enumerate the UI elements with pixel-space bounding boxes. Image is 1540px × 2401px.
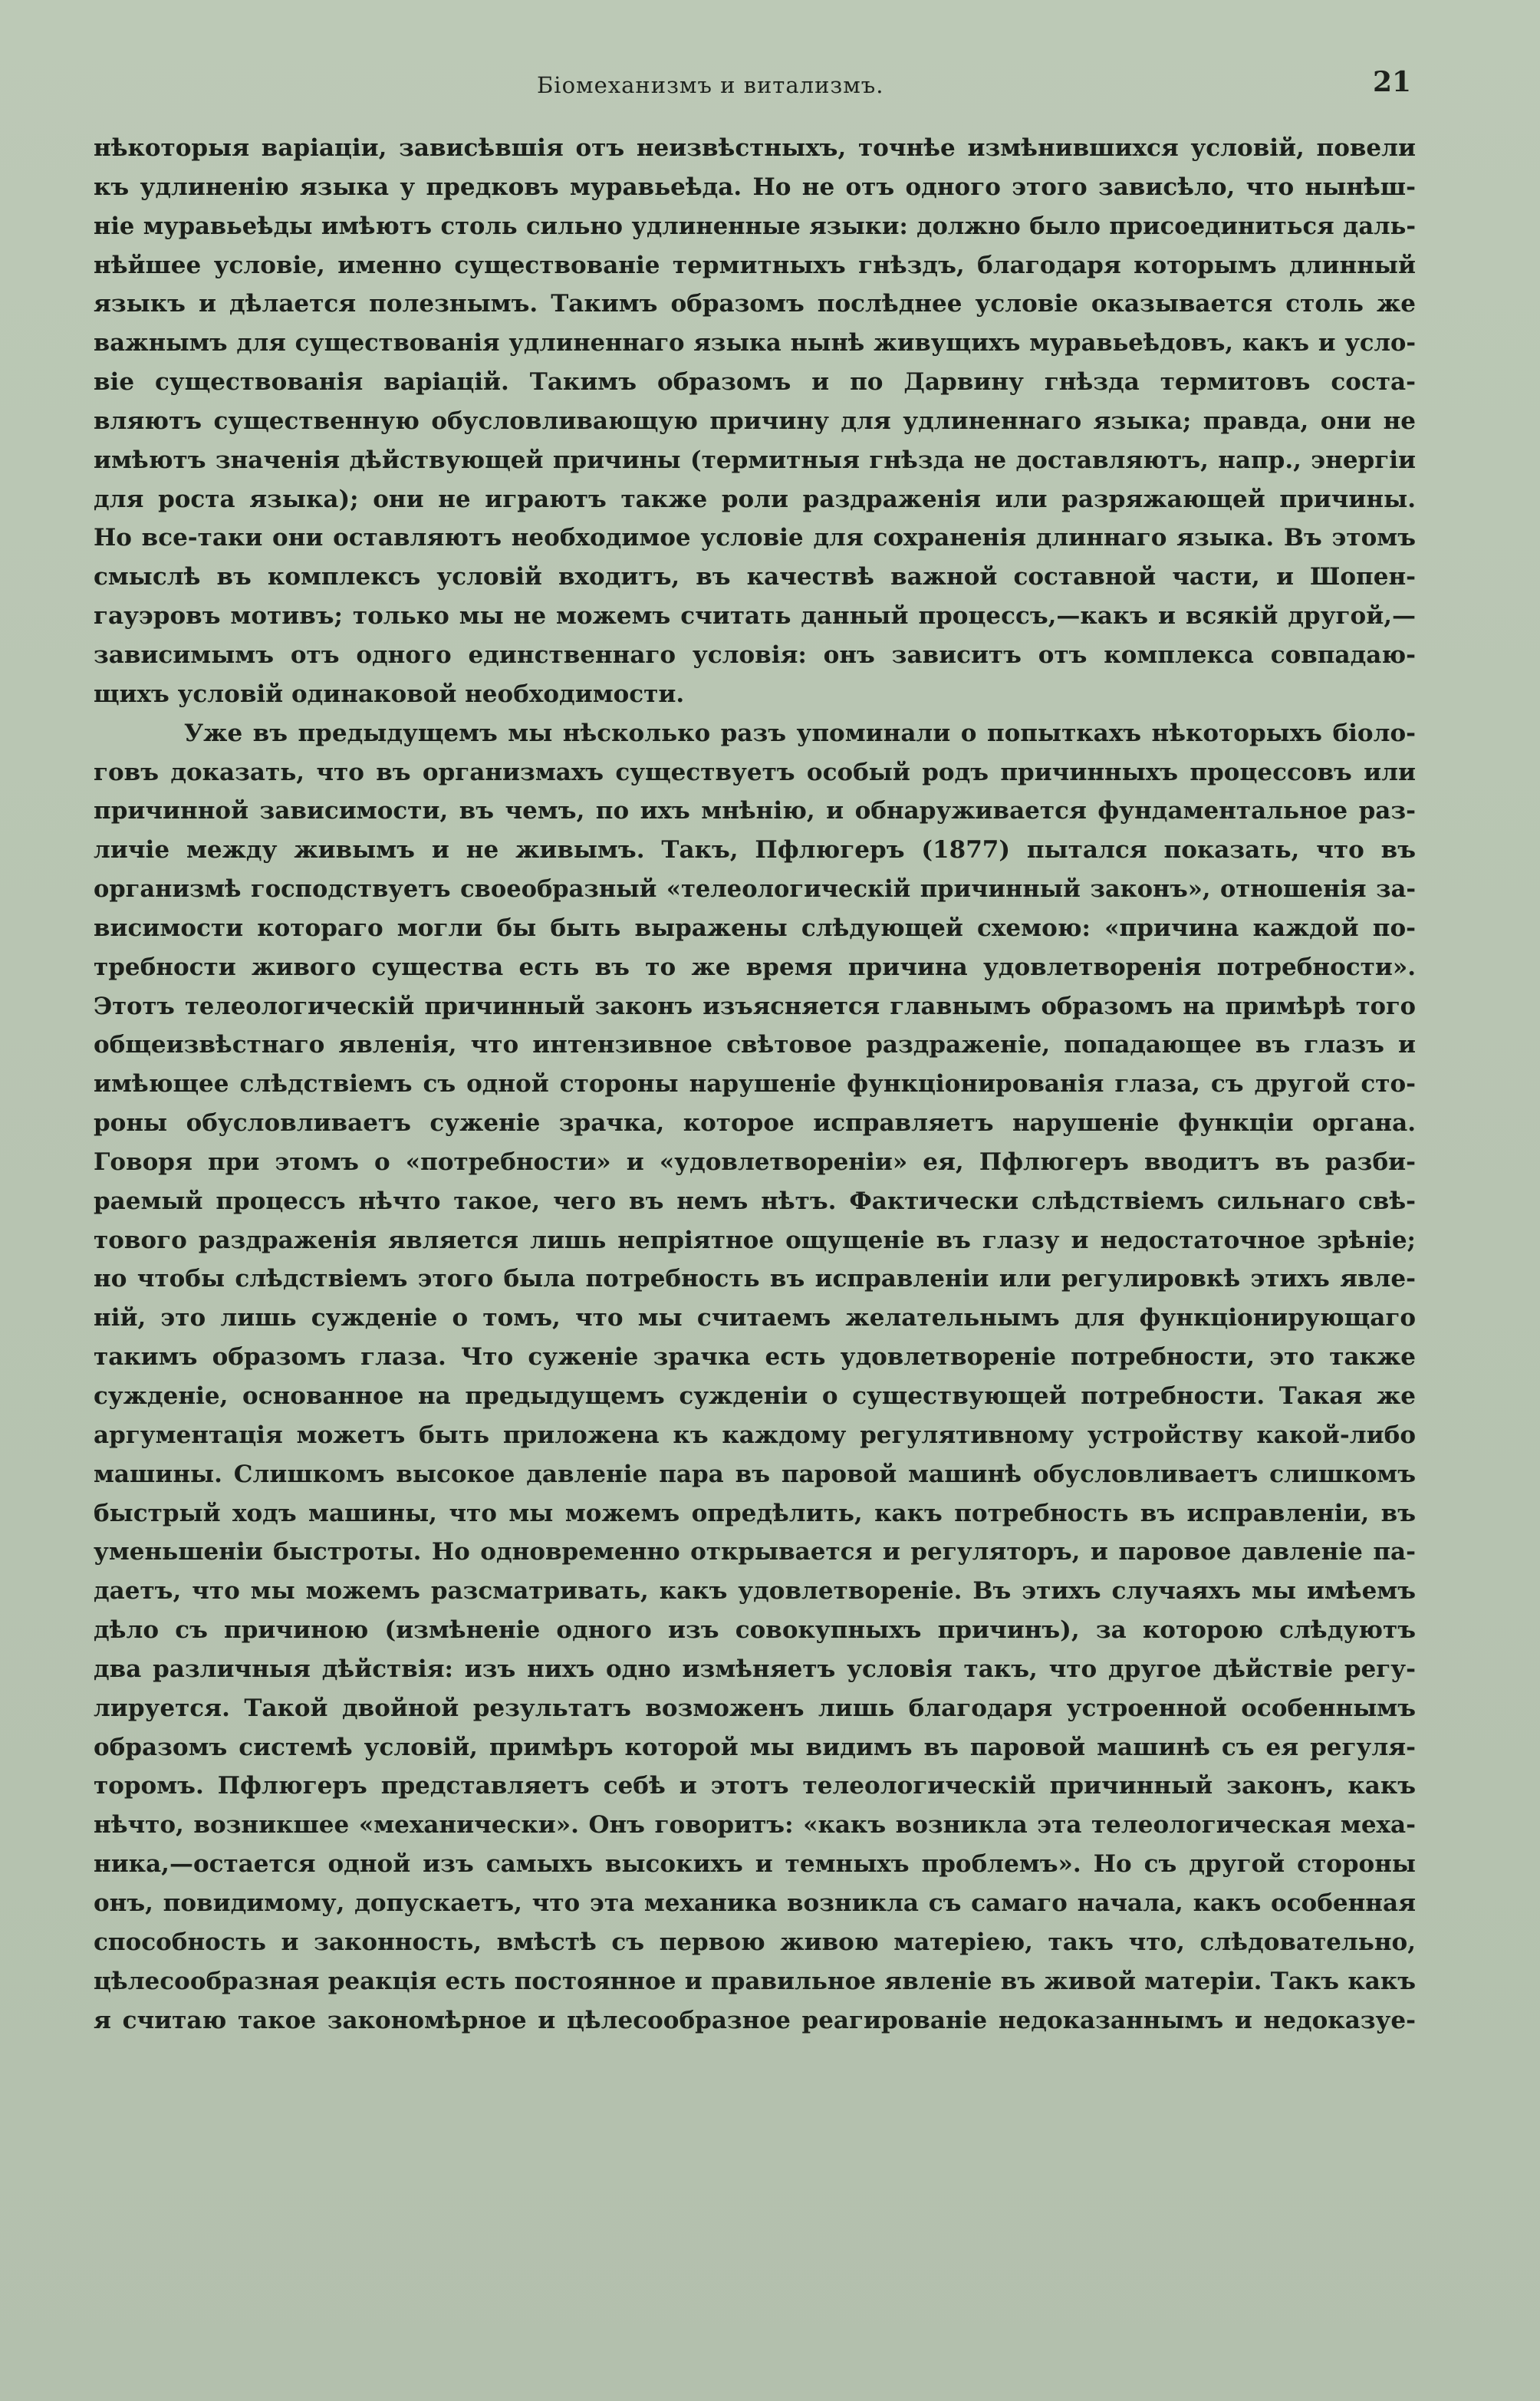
text-line: важнымъ для существованія удлиненнаго языка нынѣ живущихъ муравьеѣдовъ, какъ и усло- (94, 329, 1416, 357)
text-line: даетъ, что мы можемъ разсматривать, какъ удовлетвореніе. Въ этихъ случаяхъ мы имѣемъ (94, 1577, 1416, 1606)
text-line: ніе муравьеѣды имѣютъ столь сильно удлиненные языки: должно было присоединиться даль- (94, 212, 1416, 240)
text-line: говъ доказать, что въ организмахъ существуетъ особый родъ причинныхъ процессовъ или (94, 758, 1416, 786)
text-line: нѣкоторыя варіаціи, зависѣвшія отъ неизвѣстныхъ, точнѣе измѣнившихся условій, повели (94, 134, 1416, 162)
text-line: торомъ. Пфлюгеръ представляетъ себѣ и этотъ телеологическій причинный законъ, какъ (94, 1772, 1416, 1800)
text-line: но чтобы слѣдствіемъ этого была потребность въ исправленіи или регулировкѣ этихъ явле- (94, 1265, 1416, 1293)
running-title: Біомеханизмъ и витализмъ. (537, 72, 884, 98)
page-number: 21 (1373, 66, 1412, 98)
text-line: ника,—остается одной изъ самыхъ высокихъ и темныхъ проблемъ». Но съ другой стороны (94, 1850, 1416, 1879)
text-line: языкъ и дѣлается полезнымъ. Такимъ образомъ послѣднее условіе оказывается столь же (94, 290, 1416, 318)
text-line: Говоря при этомъ о «потребности» и «удовлетвореніи» ея, Пфлюгеръ вводитъ въ разби- (94, 1148, 1416, 1176)
paragraph-first-line: Уже въ предыдущемъ мы нѣсколько разъ упоминали о попыткахъ нѣкоторыхъ біоло- (184, 719, 1416, 747)
text-line: нѣйшее условіе, именно существованіе термитныхъ гнѣздъ, благодаря которымъ длинный (94, 251, 1416, 279)
text-line: гауэровъ мотивъ; только мы не можемъ считать данный процессъ,—какъ и всякій другой,— (94, 602, 1416, 631)
text-line: такимъ образомъ глаза. Что суженіе зрачка есть удовлетвореніе потребности, это также (94, 1343, 1416, 1372)
text-line: требности живого существа есть въ то же время причина удовлетворенія потребности». (94, 953, 1416, 981)
text-line: роны обусловливаетъ суженіе зрачка, которое исправляетъ нарушеніе функціи органа. (94, 1109, 1416, 1138)
text-line: вляютъ существенную обусловливающую причину для удлиненнаго языка; правда, они не (94, 407, 1416, 435)
text-line: имѣютъ значенія дѣйствующей причины (термитныя гнѣзда не доставляютъ, напр., энергіи (94, 446, 1416, 474)
text-line: я считаю такое закономѣрное и цѣлесообразное реагированіе недоказаннымъ и недоказуе- (94, 2006, 1416, 2034)
text-line: организмѣ господствуетъ своеобразный «телеологическій причинный законъ», отношенія за- (94, 875, 1416, 904)
text-line: способность и законность, вмѣстѣ съ первою живою матеріею, такъ что, слѣдовательно, (94, 1928, 1416, 1956)
text-line: висимости котораго могли бы быть выражены слѣдующей схемою: «причина каждой по- (94, 914, 1416, 942)
page-header (0, 66, 1540, 112)
text-line: причинной зависимости, въ чемъ, по ихъ мнѣнію, и обнаруживается фундаментальное раз- (94, 797, 1416, 825)
text-line: смыслѣ въ комплексъ условій входитъ, въ качествѣ важной составной части, и Шопен- (94, 563, 1416, 591)
text-line: Но все-таки они оставляютъ необходимое условіе для сохраненія длиннаго языка. Въ этомъ (94, 524, 1416, 552)
text-line: общеизвѣстнаго явленія, что интензивное свѣтовое раздраженіе, попадающее въ глазъ и (94, 1031, 1416, 1059)
text-line: онъ, повидимому, допускаетъ, что эта механика возникла съ самаго начала, какъ особенная (94, 1889, 1416, 1917)
text-line: имѣющее слѣдствіемъ съ одной стороны нарушеніе функціонированія глаза, съ другой сто- (94, 1070, 1416, 1098)
text-line: машины. Слишкомъ высокое давленіе пара въ паровой машинѣ обусловливаетъ слишкомъ (94, 1460, 1416, 1488)
text-line: образомъ системѣ условій, примѣръ которой мы видимъ въ паровой машинѣ съ ея регуля- (94, 1733, 1416, 1761)
text-line: дѣло съ причиною (измѣненіе одного изъ совокупныхъ причинъ), за которою слѣдуютъ (94, 1616, 1416, 1645)
text-line: сужденіе, основанное на предыдущемъ сужденіи о существующей потребности. Такая же (94, 1382, 1416, 1410)
text-line: личіе между живымъ и не живымъ. Такъ, Пфлюгеръ (1877) пытался показать, что въ (94, 836, 1416, 865)
text-line: раемый процессъ нѣчто такое, чего въ немъ нѣтъ. Фактически слѣдствіемъ сильнаго свѣ- (94, 1187, 1416, 1215)
text-line: для роста языка); они не играютъ также роли раздраженія или разряжающей причины. (94, 485, 1416, 513)
text-line: Этотъ телеологическій причинный законъ изъясняется главнымъ образомъ на примѣрѣ того (94, 992, 1416, 1020)
text-line: ній, это лишь сужденіе о томъ, что мы считаемъ желательнымъ для функціонирующаго (94, 1304, 1416, 1332)
text-line: тового раздраженія является лишь непріятное ощущеніе въ глазу и недостаточное зрѣніе; (94, 1226, 1416, 1254)
body-text (94, 129, 1416, 2040)
paragraph-last-line: щихъ условій одинаковой необходимости. (94, 680, 685, 708)
text-line: уменьшеніи быстроты. Но одновременно открывается и регуляторъ, и паровое давленіе па- (94, 1538, 1416, 1566)
text-line: віе существованія варіацій. Такимъ образомъ и по Дарвину гнѣзда термитовъ соста- (94, 368, 1416, 397)
text-line: зависимымъ отъ одного единственнаго условія: онъ зависитъ отъ комплекса совпадаю- (94, 641, 1416, 669)
text-line: цѣлесообразная реакція есть постоянное и правильное явленіе въ живой матеріи. Такъ какъ (94, 1967, 1416, 1995)
text-line: лируется. Такой двойной результатъ возможенъ лишь благодаря устроенной особеннымъ (94, 1694, 1416, 1722)
text-line: къ удлиненію языка у предковъ муравьеѣда. Но не отъ одного этого зависѣло, что нынѣш- (94, 173, 1416, 201)
text-line: быстрый ходъ машины, что мы можемъ опредѣлить, какъ потребность въ исправленіи, въ (94, 1499, 1416, 1527)
text-line: нѣчто, возникшее «механически». Онъ говоритъ: «какъ возникла эта телеологическая меха- (94, 1811, 1416, 1839)
text-line: аргументація можетъ быть приложена къ каждому регулятивному устройству какой-либо (94, 1421, 1416, 1449)
text-line: два различныя дѣйствія: изъ нихъ одно измѣняетъ условія такъ, что другое дѣйствіе регу- (94, 1655, 1416, 1683)
